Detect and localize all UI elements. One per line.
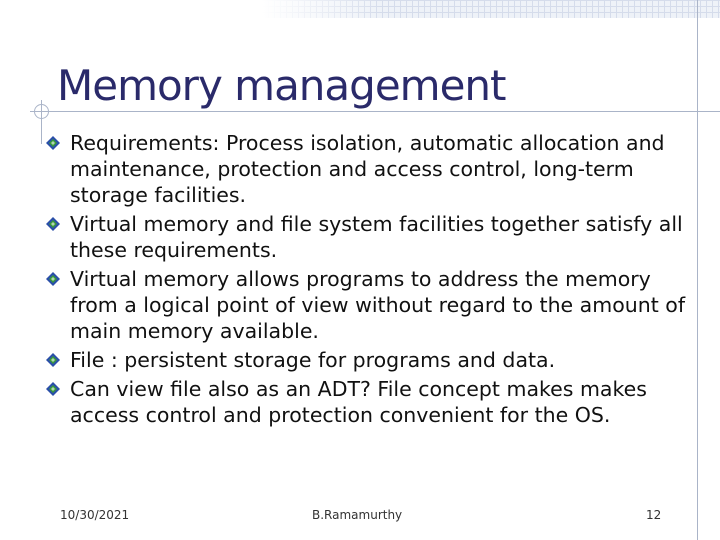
bullet-text: Virtual memory and file system facilities together satisfy all these requirements. <box>70 212 683 262</box>
bullet-item <box>44 130 694 208</box>
footer-date: 10/30/2021 <box>60 508 130 522</box>
footer-author: B.Ramamurthy <box>312 508 403 522</box>
diamond-bullet-icon <box>46 353 60 367</box>
bullet-text: Can view file also as an ADT? File concept makes makes access control and protection convenient for the OS. <box>70 377 647 427</box>
slide-title: Memory management <box>57 61 506 110</box>
bullet-text: Virtual memory allows programs to address the memory from a logical point of view without regard to the amount of main memory available. <box>70 267 686 343</box>
bullet-item <box>44 347 694 373</box>
bullet-list <box>44 130 694 431</box>
corner-circle-decoration <box>34 104 49 119</box>
header-grid-fade <box>262 0 382 18</box>
diamond-bullet-icon <box>46 272 60 286</box>
diamond-bullet-icon <box>46 217 60 231</box>
bullet-text: Requirements: Process isolation, automatic allocation and maintenance, protection and access control, long-term storage facilities. <box>70 131 665 207</box>
bullet-item <box>44 211 694 263</box>
bullet-text: File : persistent storage for programs and data. <box>70 348 556 372</box>
bullet-item <box>44 266 694 344</box>
footer-page-number: 12 <box>646 508 662 522</box>
diamond-bullet-icon <box>46 136 60 150</box>
diamond-bullet-icon <box>46 382 60 396</box>
right-vertical-rule <box>697 0 698 540</box>
bullet-item <box>44 376 694 428</box>
